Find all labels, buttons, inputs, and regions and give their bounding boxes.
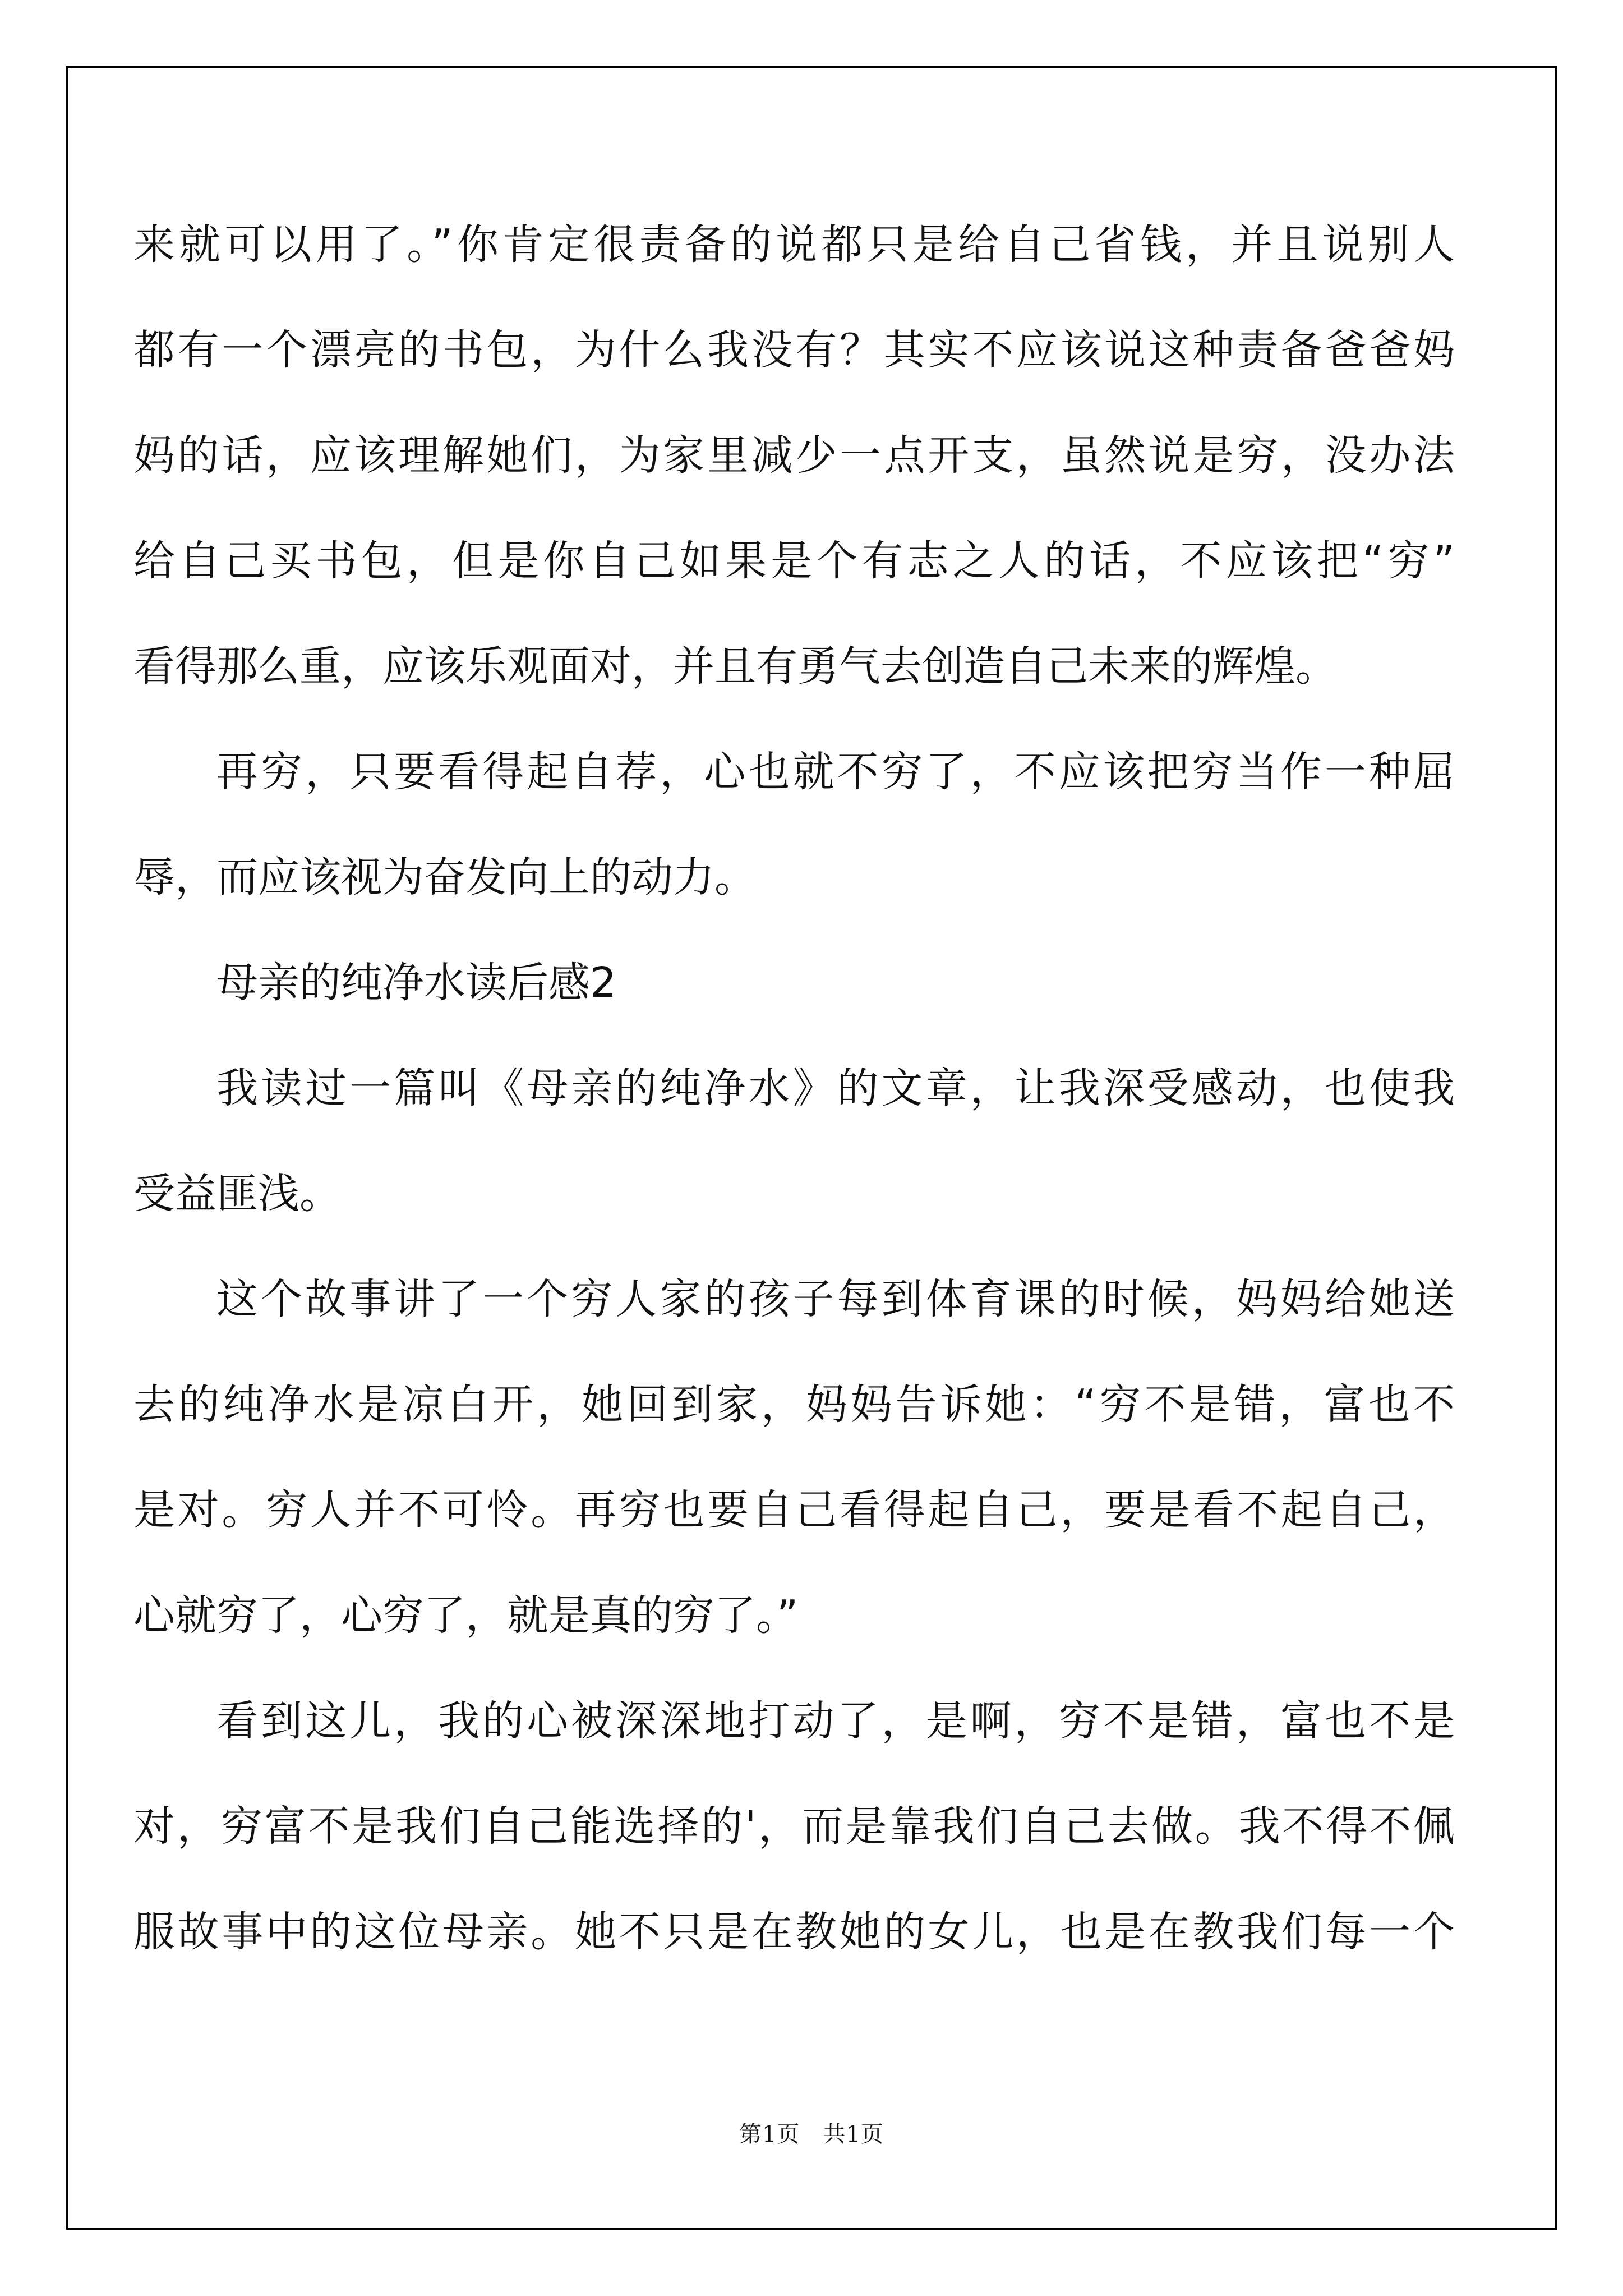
text-line: 去的纯净水是凉白开，她回到家，妈妈告诉她：“穷不是错，富也不 [133,1381,1455,1429]
document-body [133,192,1455,1985]
text-line: 都有一个漂亮的书包，为什么我没有？其实不应该说这种责备爸爸妈 [133,326,1455,374]
text-line: 给自己买书包，但是你自己如果是个有志之人的话，不应该把“穷” [133,537,1455,585]
text-line: 是对。穷人并不可怜。再穷也要自己看得起自己，要是看不起自己， [133,1486,1455,1534]
text-line: 再穷，只要看得起自荐，心也就不穷了，不应该把穷当作一种屈 [216,748,1455,796]
page-number-footer: 第1页 共1页 [739,2122,884,2147]
text-line: 服故事中的这位母亲。她不只是在教她的女儿，也是在教我们每一个 [133,1908,1455,1956]
text-line: 妈的话，应该理解她们，为家里减少一点开支，虽然说是穷，没办法 [133,431,1455,480]
section-heading: 母亲的纯净水读后感2 [216,959,617,1007]
text-line: 对，穷富不是我们自己能选择的'，而是靠我们自己去做。我不得不佩 [133,1802,1455,1851]
text-line: 受益匪浅。 [133,1170,341,1218]
text-line: 这个故事讲了一个穷人家的孩子每到体育课的时候，妈妈给她送 [216,1275,1455,1323]
text-line: 来就可以用了。”你肯定很责备的说都只是给自己省钱，并且说别人 [133,220,1455,269]
text-line: 看得那么重，应该乐观面对，并且有勇气去创造自己未来的辉煌。 [133,642,1337,691]
text-line: 我读过一篇叫《母亲的纯净水》的文章，让我深受感动，也使我 [216,1064,1455,1112]
text-line: 心就穷了，心穷了，就是真的穷了。” [133,1591,799,1640]
text-line: 看到这儿，我的心被深深地打动了，是啊，穷不是错，富也不是 [216,1697,1455,1745]
text-line: 辱，而应该视为奋发向上的动力。 [133,853,756,901]
